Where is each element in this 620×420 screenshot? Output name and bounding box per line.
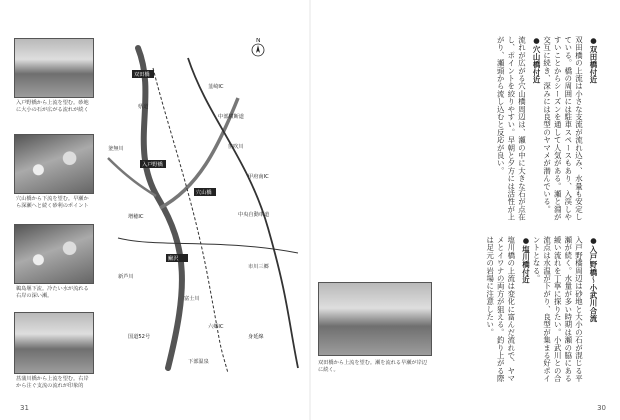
map-label: 六郷IC bbox=[208, 324, 224, 330]
photo-left-4 bbox=[14, 312, 94, 374]
map-label: 入戸野橋 bbox=[142, 162, 163, 168]
map-label: 双田橋 bbox=[134, 72, 150, 78]
section bbox=[484, 236, 530, 386]
river-main bbox=[138, 48, 182, 368]
map-label: 下部温泉 bbox=[188, 359, 209, 365]
map-label: 国道52号 bbox=[128, 334, 151, 340]
section-heading: ●入戸野橋〜小武川合流 bbox=[589, 236, 598, 323]
section-body: 入戸野橋周辺は砂地と大小の石が混じる平瀬が続く。水量が多い時期は瀬の脇にある緩い流れを丁寧に探りたい。小武川との合流点は水温が下がり、良型が集まる好ポイントとなる。 bbox=[532, 236, 584, 383]
map-label: 増穂IC bbox=[128, 214, 144, 220]
map-label: 市川三郷 bbox=[248, 264, 269, 270]
section bbox=[530, 236, 598, 386]
section-heading: ●双田橋付近 bbox=[589, 36, 598, 84]
section-heading: ●穴山橋付近 bbox=[532, 36, 542, 84]
map-label: 中央自動車道 bbox=[238, 212, 270, 218]
map-label: 甲府南IC bbox=[248, 174, 269, 180]
photo-caption: 入戸野橋から上流を望む。砂地に大小の石が広がる流れが続く bbox=[16, 100, 89, 113]
page-number: 30 bbox=[597, 404, 606, 412]
photo-caption: 鵜島堰下流。冷たい水が流れる右岸の深い瀬。 bbox=[16, 286, 89, 299]
map-label: 新芦川 bbox=[118, 274, 134, 280]
section bbox=[541, 36, 598, 222]
area-map bbox=[98, 38, 310, 378]
map-label: 富士川 bbox=[184, 296, 200, 302]
section-body: 双田橋の上流は小さな支流が流れ込み、水量も安定している。橋の周囲には駐車スペースもあり、入渓しやすいことからシーズンを通して人気がある。瀬と淵が交互に続き、深みには良型のヤマメが潜んでいる。 bbox=[542, 36, 584, 221]
map-label: 韮崎IC bbox=[208, 84, 224, 90]
photo-caption: 双田橋から上流を望む。瀬を流れる早瀬が岸辺に続く。 bbox=[318, 360, 427, 373]
section-body: 流れが広がる穴山橋周辺は、瀬の中に大きな石が点在し、ポイントを絞りやすい。早朝と夕方には活性が上がり、瀬頭から流し込むと反応が良い。 bbox=[496, 36, 527, 221]
photo-left-3 bbox=[14, 224, 94, 284]
photo-left-2 bbox=[14, 134, 94, 194]
section-body: 塩川橋の上流は変化に富んだ流れで、ヤマメとイワナの両方が狙える。釣り上がる際は足元の岩場に注意したい。 bbox=[485, 236, 516, 383]
north-arrow bbox=[252, 38, 264, 56]
photo-caption: 穴山橋から下流を望む。早瀬から深瀬へと続く砂利のポイント bbox=[16, 196, 89, 209]
page-number: 31 bbox=[20, 404, 29, 412]
section-heading: ●塩川橋付近 bbox=[521, 236, 531, 284]
section bbox=[495, 36, 541, 222]
photo-caption: 菖蒲川橋から上流を望む。右岸から注ぐ支流の流れが印象的 bbox=[16, 376, 89, 389]
map-label: 釜無川 bbox=[108, 146, 124, 152]
map-label: 笛吹川 bbox=[228, 144, 244, 150]
map-label: 中部横断道 bbox=[218, 114, 244, 120]
map-label: 身延線 bbox=[248, 334, 264, 340]
map-label: 県道 bbox=[138, 104, 149, 110]
text-block-bottom bbox=[448, 236, 598, 386]
photo-left-1 bbox=[14, 38, 94, 98]
north-label: N bbox=[256, 38, 261, 44]
text-block-top bbox=[326, 36, 598, 222]
right-page bbox=[310, 0, 620, 420]
map-label: 穴山橋 bbox=[196, 190, 212, 196]
photo-right bbox=[318, 282, 432, 356]
map-labels bbox=[108, 70, 269, 365]
map-label: 鰍沢 bbox=[168, 256, 179, 262]
